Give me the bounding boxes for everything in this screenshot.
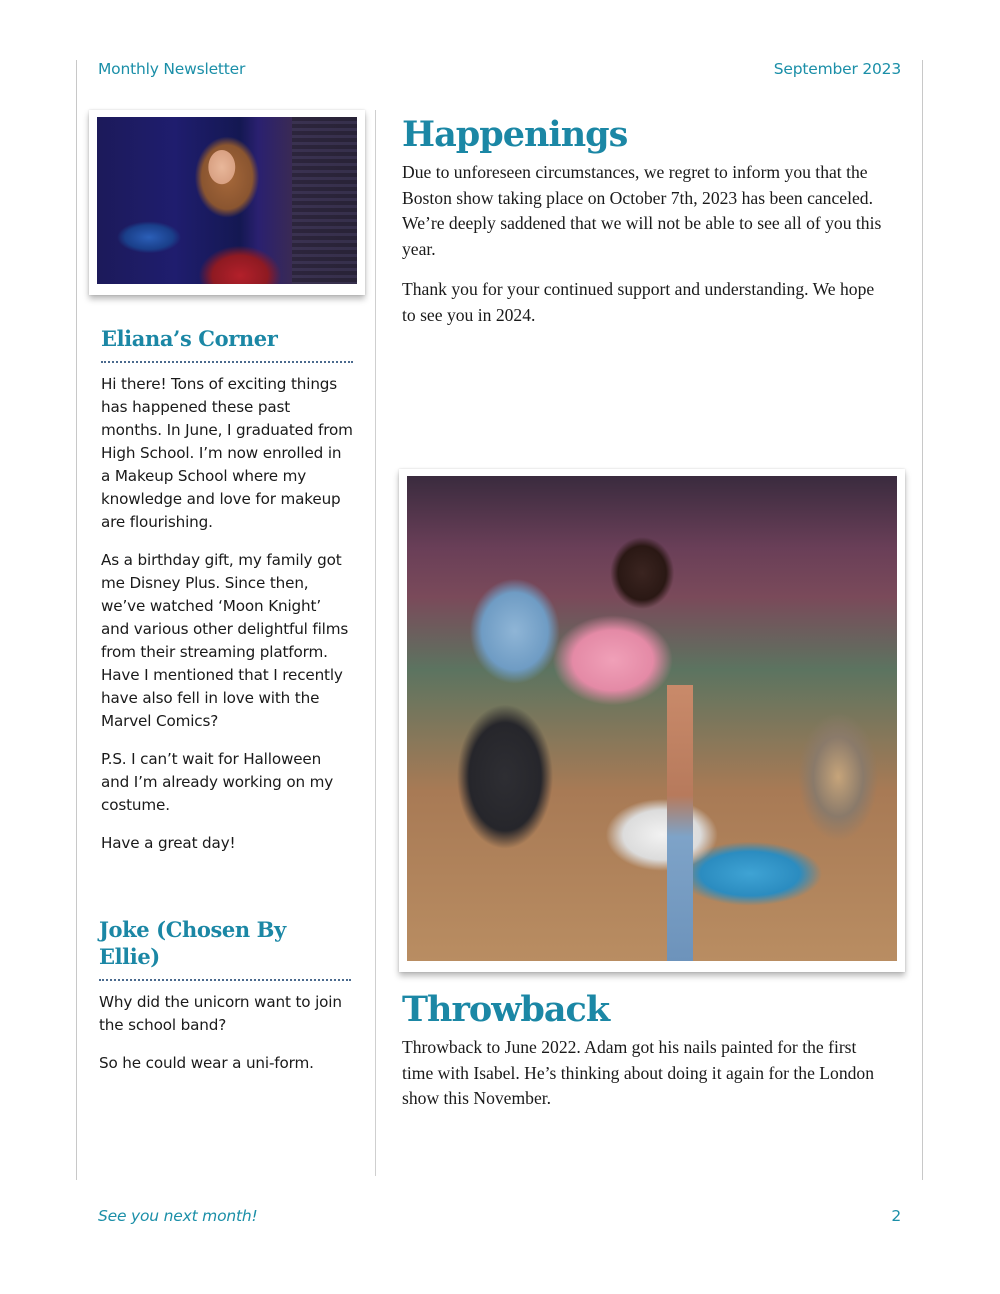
portrait-photo-frame	[89, 110, 365, 295]
page-border-left	[76, 60, 77, 1180]
page-number: 2	[891, 1207, 901, 1225]
joke-punchline: So he could wear a uni-form.	[99, 1054, 314, 1072]
newsletter-date: September 2023	[773, 60, 901, 78]
joke-title: Joke (Chosen By Ellie)	[99, 917, 286, 969]
nail-painting-photo	[407, 476, 897, 961]
page-border-right	[922, 60, 923, 1180]
joke-section	[99, 916, 353, 1090]
column-divider	[375, 110, 376, 1176]
nails-photo-frame	[399, 469, 905, 972]
dotted-divider	[101, 361, 353, 363]
elianas-corner-paragraph: As a birthday gift, my family got me Disney Plus. Since then, we’ve watched ‘Moon Knight’ and various other delightful films from their streaming platform. Have I mentioned that I recently have also fell in love with the Marvel Comics?	[101, 551, 349, 730]
elianas-corner-paragraph: Have a great day!	[101, 834, 236, 852]
elianas-corner-title: Eliana’s Corner	[101, 326, 278, 351]
happenings-paragraph: Thank you for your continued support and understanding. We hope to see you in 2024.	[402, 279, 875, 325]
elianas-corner-paragraph: P.S. I can’t wait for Halloween and I’m already working on my costume.	[101, 750, 334, 814]
portrait-photo	[97, 117, 357, 284]
throwback-paragraph: Throwback to June 2022. Adam got his nails painted for the first time with Isabel. He’s thinking about doing it again for the London show this November.	[402, 1037, 875, 1108]
elianas-corner-paragraph: Hi there! Tons of exciting things has happened these past months. In June, I graduated from High School. I’m now enrolled in a Makeup School where my knowledge and love for makeup are flourishing.	[101, 375, 353, 531]
dotted-divider	[99, 979, 351, 981]
throwback-section	[402, 988, 892, 1127]
footer-signoff: See you next month!	[98, 1207, 258, 1225]
joke-question: Why did the unicorn want to join the school band?	[99, 993, 342, 1034]
happenings-title: Happenings	[402, 114, 628, 155]
newsletter-title: Monthly Newsletter	[98, 60, 246, 78]
happenings-section	[402, 113, 892, 343]
throwback-title: Throwback	[402, 989, 610, 1030]
elianas-corner-section	[101, 325, 353, 870]
happenings-paragraph: Due to unforeseen circumstances, we regret to inform you that the Boston show taking place on October 7th, 2023 has been canceled. We’re deeply saddened that we will not be able to see all of you this year.	[402, 162, 882, 259]
